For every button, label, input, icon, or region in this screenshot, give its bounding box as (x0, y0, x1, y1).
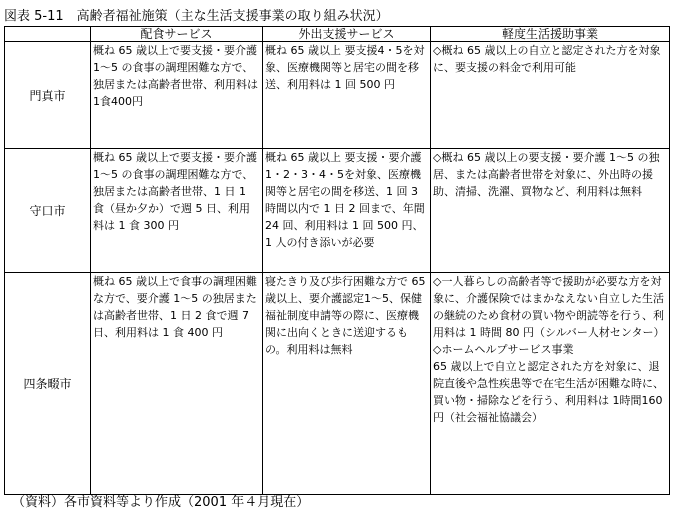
table-row (5, 42, 670, 149)
header-corner (5, 27, 91, 42)
header-row (5, 27, 670, 42)
header-meal-service: 配食サービス (91, 27, 263, 42)
outing-support-cell: 概ね 65 歳以上 要支援4・5を対象、医療機関等と居宅の間を移送、利用料は 1 回 500 円 (263, 42, 431, 149)
header-outing-support: 外出支援サービス (263, 27, 431, 42)
light-life-support-cell: ◇概ね 65 歳以上の要支援・要介護 1～5 の独居、または高齢者世帯を対象に、外出時の援助、清掃、洗濯、買物など、利用料は無料 (431, 149, 670, 273)
light-life-support-cell: ◇一人暮らしの高齢者等で援助が必要な方を対象に、介護保険ではまかなえない自立した生活の継続のため食材の買い物や朗読等を行う、利用料は 1 時間 80 円（シルバー人材センター） ◇ホームヘルプサービス事業 65 歳以上で自立と認定された方を対象に、退院直後や急性疾患等で在宅生活が困難な時に、買い物・掃除などを行う、利用料は 1時間160 円（社会福祉協議会） (431, 273, 670, 495)
outing-support-cell: 概ね 65 歳以上 要支援・要介護1・2・3・4・5を対象、医療機関等と居宅の間を移送、1 回 3 時間以内で 1 日 2 回まで、年間 24 回、利用料は 1 回 500 円、1 人の付き添いが必要 (263, 149, 431, 273)
meal-service-cell: 概ね 65 歳以上で要支援・要介護 1～5 の食事の調理困難な方で、独居または高齢者世帯、1 日 1 食（昼か夕か）で週 5 日、利用料は 1 食 300 円 (91, 149, 263, 273)
table-caption: 図表 5-11 高齢者福祉施策（主な生活支援事業の取り組み状況） (4, 9, 389, 24)
meal-service-cell: 概ね 65 歳以上で要支援・要介護 1～5 の食事の調理困難な方で、独居または高齢者世帯、利用料は1食400円 (91, 42, 263, 149)
table-row (5, 273, 670, 495)
row-header-city: 守口市 (5, 149, 91, 273)
source-note: （資料）各市資料等より作成（2001 年４月現在） (12, 495, 310, 510)
welfare-policy-table (4, 26, 670, 495)
meal-service-cell: 概ね 65 歳以上で食事の調理困難な方で、要介護 1～5 の独居または高齢者世帯、1 日 2 食で週 7 日、利用料は 1 食 400 円 (91, 273, 263, 495)
row-header-city: 門真市 (5, 42, 91, 149)
table-row (5, 149, 670, 273)
light-life-support-cell: ◇概ね 65 歳以上の自立と認定された方を対象に、要支援の料金で利用可能 (431, 42, 670, 149)
outing-support-cell: 寝たきり及び歩行困難な方で 65 歳以上、要介護認定1～5、保健福祉制度申請等の際に、医療機関に出向くときに送迎するもの。利用料は無料 (263, 273, 431, 495)
row-header-city: 四条畷市 (5, 273, 91, 495)
header-light-life-support: 軽度生活援助事業 (431, 27, 670, 42)
